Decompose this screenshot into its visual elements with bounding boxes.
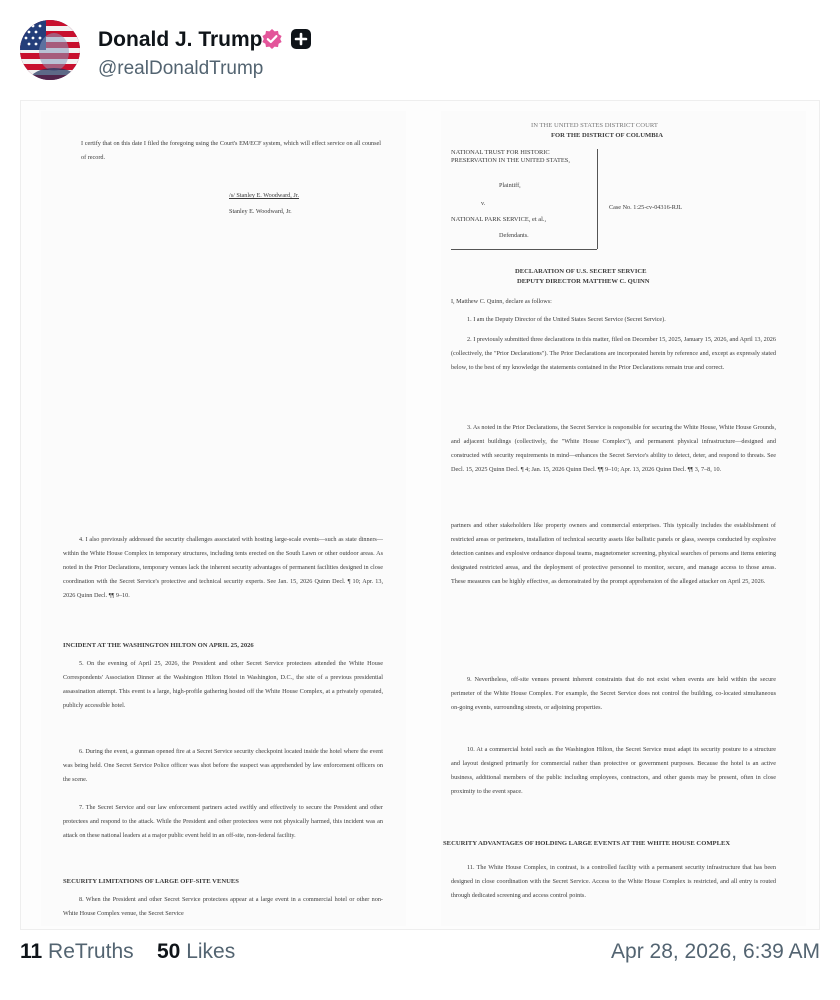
declaration-title-line2: DEPUTY DIRECTOR MATTHEW C. QUINN xyxy=(517,278,650,285)
declaration-intro: I, Matthew C. Quinn, declare as follows: xyxy=(451,298,552,305)
flag-portrait-icon xyxy=(20,20,80,80)
section-heading-limitations: SECURITY LIMITATIONS OF LARGE OFF-SITE VENUES xyxy=(63,878,239,885)
post-header xyxy=(20,18,820,84)
paragraph-5: 5. On the evening of April 25, 2026, the President and other Secret Service protectees attended the White House Correspondents' Association Dinner at the Washington Hilton Hotel in Washington, D.C., the site of a previous presidential assassination attempt. This event is a large, high-profile gathering hosted off the White House Complex, at a privately operated, publicly accessible hotel. xyxy=(63,660,383,709)
paragraph-7: 7. The Secret Service and our law enforcement partners acted swiftly and effectively to secure the President and other protectees and respond to the attack. While the President and other protectees were not physically harmed, this incident was an attack on these national leaders at a major public event held in an off-site, non-federal facility. xyxy=(63,804,383,839)
plaintiff-name: NATIONAL TRUST FOR HISTORIC PRESERVATION IN THE UNITED STATES, xyxy=(451,149,570,164)
likes-label: Likes xyxy=(186,940,236,963)
court-name-line2: FOR THE DISTRICT OF COLUMBIA xyxy=(551,132,663,139)
case-number: Case No. 1:25-cv-04316-RJL xyxy=(609,204,683,211)
caption-divider xyxy=(597,149,598,249)
defendant-name: NATIONAL PARK SERVICE, et al., xyxy=(451,216,547,223)
plaintiff-label: Plaintiff, xyxy=(499,182,521,189)
signature-line: /s/ Stanley E. Woodward, Jr. xyxy=(229,192,300,199)
paragraph-9: 9. Nevertheless, off-site venues present inherent constraints that do not exist when events are held within the secure perimeter of the White House Complex. For example, the Secret Service does not control the building, co-located simultaneous on-going events, surrounding streets, or adjoining properties. xyxy=(451,676,776,711)
retruths-label: ReTruths xyxy=(48,940,134,963)
user-handle[interactable]: @realDonaldTrump xyxy=(98,58,264,79)
paragraph-6: 6. During the event, a gunman opened fire at a Secret Service security checkpoint located inside the hotel where the event was being held. One Secret Service Police officer was shot before the suspect was apprehended by law enforcement officers on the scene. xyxy=(63,748,383,783)
likes-count: 50 xyxy=(156,940,181,963)
retruths-count: 11 xyxy=(20,940,43,963)
paragraph-1: 1. I am the Deputy Director of the United States Secret Service (Secret Service). xyxy=(467,316,666,323)
paragraph-10: 10. At a commercial hotel such as the Washington Hilton, the Secret Service must adapt its security posture to a structure and layout designed primarily for commercial rather than protective or government purposes. Because the hotel is an active business, additional members of the public including employees, contractors, and other guests may be present, often in close proximity to the event space. xyxy=(451,746,776,795)
declaration-title-line1: DECLARATION OF U.S. SECRET SERVICE xyxy=(515,268,647,275)
post-stats xyxy=(20,940,820,970)
paragraph-8-continued: partners and other stakeholders like property owners and commercial enterprises. This typically includes the establishment of restricted areas or perimeters, installation of technical security assets like ballistic panels or glass, sweeps conducted by explosive detection canines and explosive ordnance disposal teams, magnetometer screening, physical searches of persons and items entering designated restricted areas, and the deployment of protective personnel to monitor, secure, and manage access to those areas. These measures can be highly effective, as demonstrated by the prompt apprehension of the alleged attacker on April 25, 2026. xyxy=(451,522,776,585)
post-image[interactable] xyxy=(20,100,820,930)
versus-label: v. xyxy=(481,200,486,207)
defendant-label: Defendants. xyxy=(499,232,529,239)
verified-badge-icon xyxy=(261,28,283,50)
caption-underline xyxy=(451,249,597,250)
court-name-line1: IN THE UNITED STATES DISTRICT COURT xyxy=(531,122,658,129)
display-name[interactable]: Donald J. Trump xyxy=(98,28,263,51)
section-heading-incident: INCIDENT AT THE WASHINGTON HILTON ON APRIL 25, 2026 xyxy=(63,642,254,649)
post-timestamp[interactable]: Apr 28, 2026, 6:39 AM xyxy=(611,940,820,963)
plus-square-icon xyxy=(290,28,312,50)
paragraph-3: 3. As noted in the Prior Declarations, the Secret Service is responsible for securing the White House, White House Grounds, and adjacent buildings (collectively, the "White House Complex"), and permanent physical infrastructure—designed and constructed with security requirements in mind—enhances the Secret Service's ability to detect, deter, and respond to threats. See Decl. 15, 2025 Quinn Decl. ¶ 4; Jan. 15, 2026 Quinn Decl. ¶¶ 9–10; Apr. 13, 2026 Quinn Decl. ¶¶ 3, 7–8, 10. xyxy=(451,424,776,473)
avatar[interactable] xyxy=(20,20,80,80)
certificate-text: I certify that on this date I filed the foregoing using the Court's EM/ECF system, which will effect service on all counsel of record. xyxy=(81,140,381,161)
paragraph-8: 8. When the President and other Secret Service protectees appear at a large event in a commercial hotel or other non-White House Complex venue, the Secret Service xyxy=(63,896,383,917)
paragraph-2: 2. I previously submitted three declarations in this matter, filed on December 15, 2025, January 15, 2026, and April 13, 2026 (collectively, the "Prior Declarations"). The Prior Declarations are incorporated herein by reference and, except as expressly stated below, to the best of my knowledge the statements contained in the Prior Declarations remain true and correct. xyxy=(451,336,776,371)
section-heading-advantages: SECURITY ADVANTAGES OF HOLDING LARGE EVENTS AT THE WHITE HOUSE COMPLEX xyxy=(443,840,731,847)
paragraph-4: 4. I also previously addressed the security challenges associated with hosting large-scale events—such as state dinners—within the White House Complex in temporary structures, including tents erected on the South Lawn or other outdoor areas. As noted in the Prior Declarations, temporary venues lack the inherent security advantages of permanent facilities designed in close coordination with the Secret Service's protective and technical security experts. See Jan. 15, 2026 Quinn Decl. ¶ 10; Apr. 13, 2026 Quinn Decl. ¶¶ 9–10. xyxy=(63,536,383,599)
paragraph-11: 11. The White House Complex, in contrast, is a controlled facility with a permanent security infrastructure that has been designed in close coordination with the Secret Service. Access to the White House Complex is restricted, and all entry is routed through dedicated screening and access control points. xyxy=(451,864,776,899)
document-page-right xyxy=(441,111,806,926)
likes-stat[interactable] xyxy=(157,940,235,963)
signer-name: Stanley E. Woodward, Jr. xyxy=(229,208,292,215)
document-page-left xyxy=(41,111,406,926)
retruths-stat[interactable] xyxy=(20,940,134,963)
